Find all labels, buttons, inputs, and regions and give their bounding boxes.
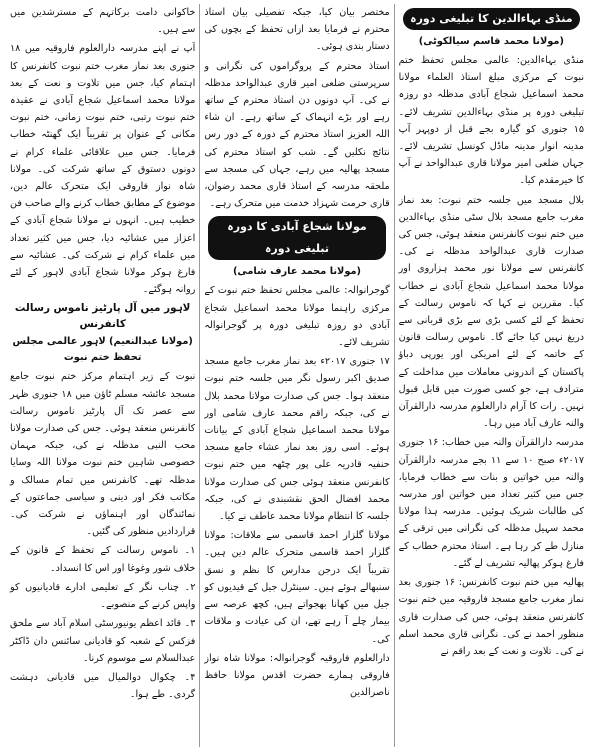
- article-paragraph: استاذ محترم کے پروگراموں کی نگرانی و سرپرستی ضلعی امیر قاری عبدالواحد مدظلہ نے کی۔ آپ دونوں دن استاذ محترم کے ساتھ رہے اور بڑے انہماک کے ساتھ رہے۔ ان شاء اللہ العزیز استاذ محترم کے دورہ کے دور رس نتائج نکلیں گے۔ شب کو استاذ محترم کی مسجد پھالیہ میں رہے، جہاں کی مسجد سے ملحقہ مدرسہ کے استاذ قاری محمد رضوان، قاری حرمت شہزاد خدمت میں متحرک رہے۔: [204, 60, 390, 210]
- section-heading-lahore: لاہور میں آل پارٹیز ناموس رسالت کانفرنس: [14, 302, 191, 331]
- article-paragraph: مختصر بیان کیا، جبکہ تفصیلی بیان استاذ محترم نے فرمایا بعد ازاں تحفظ کے بچوں کی دستار بندی ہوئی۔: [204, 7, 390, 53]
- article-paragraph: پھالیہ میں ختم نبوت کانفرنس: ۱۶ جنوری بعد نماز مغرب جامع مسجد فاروقیہ میں ختم نبوت کانفرنس منعقد ہوئی، جس کی صدارت قاری منظور احمد نے کی۔ نگرانی قاری محمد اسلم نے کی۔ تلاوت و نعت کے بعد راقم نے: [398, 577, 584, 657]
- article-paragraph: ۱۷ جنوری ۲۰۱۷ء بعد نماز مغرب جامع مسجد صدیق اکبر رسول نگر میں جلسہ ختم نبوت منعقد ہوا۔ جس کی صدارت مولانا محمد بلال نے کی، جبکہ راقم محمد عارف شامی اور مولانا محمد اسماعیل شجاع آبادی کے بیانات ہوئے۔ اسی روز بعد نماز عشاء جامع مسجد حنفیہ قادریہ علی پور چٹھہ میں ختم نبوت کانفرنس منعقد ہوئی جس کی صدارت مولانا محمد افضال الحق نقشبندی نے کی، جبکہ جلسہ کا انتظام مولانا محمد عاطف نے کیا۔: [204, 356, 390, 523]
- article-paragraph: دارالعلوم فاروقیہ گوجرانوالہ: مولانا شاہ نواز فاروقی ہمارے حضرت اقدس مولانا حافظ ناصرالدین: [204, 652, 390, 699]
- resolution-item: ۳۔ قائد اعظم یونیورسٹی اسلام آباد سے ملحق فزکس کے شعبہ کو قادیانی سائنس دان ڈاکٹر عبدالسلام سے موسوم کرنا۔: [10, 618, 196, 664]
- section-header-gujranwala: مولانا شجاع آبادی کا دورہ تبلیغی دورہ: [208, 216, 385, 260]
- section-byline: (مولانا محمد قاسم سیالکوٹی): [418, 36, 564, 47]
- section-header-mandi-bahauddin: منڈی بہاءالدین کا تبلیغی دورہ: [403, 8, 580, 30]
- resolution-item: ۲۔ چناب نگر کے تعلیمی ادارے قادیانیوں کو واپس کرنے کے منصوبے۔: [10, 581, 196, 611]
- section-byline: (مولانا محمد عارف شامی): [232, 266, 362, 278]
- column-right: [394, 4, 584, 747]
- article-paragraph: گوجرانوالہ: عالمی مجلس تحفظ ختم نبوت کے مرکزی راہنما مولانا محمد اسماعیل شجاع آبادی دو روزہ تبلیغی دورہ پر گوجرانوالہ تشریف لائے۔: [204, 285, 390, 349]
- article-paragraph: مولانا گلزار احمد قاسمی سے ملاقات: مولانا گلزار احمد قاسمی متحرک عالم دین ہیں۔ تقریباً ایک درجن مدارس کا نظم و نسق سنبھالے ہوئے ہیں۔ سینٹرل جیل کے قیدیوں کو جیل میں کھانا بھجواتے ہیں، کچھ عرصہ سے بیمار چلے آ رہے تھے، ان کی عیادت و ملاقات کی۔: [204, 530, 390, 645]
- article-paragraph: منڈی بہاءالدین: عالمی مجلس تحفظ ختم نبوت کے مرکزی مبلغ استاذ العلماء مولانا محمد اسماعیل شجاع آبادی مدظلہ دو روزہ تبلیغی دورہ پر منڈی بہاءالدین تشریف لائے۔ ۱۵ جنوری کو گیارہ بجے قبل از دوپہر آپ مدینہ انوار مدینہ ماڈل کونسل تشریف لائے۔ جہاں ضلعی امیر مولانا قاری عبدالواحد نے آپ کا خیرمقدم کیا۔: [398, 55, 584, 187]
- article-paragraph: آپ نے اپنے مدرسہ دارالعلوم فاروقیہ میں ۱۸ جنوری بعد نماز مغرب ختم نبوت کانفرنس کا اہتمام کیا، جس میں تلاوت و نعت کے بعد مولانا محمد اسماعیل شجاع آبادی نے عقیدہ ختم نبوت رتبی، ختم نبوت زمانی، ختم نبوت مکانی کے عنوان پر تقریباً ایک گھنٹہ خطاب فرمایا۔ جس میں علاقائی علماء کرام نے دونوں دستوق کے ساتھ شرکت کی۔ مولانا شاہ نواز فاروقی ایک متحرک عالم دین، موضوع کے مطابق خطاب کرنے والے صاحب فن خطیب ہیں۔ انہوں نے مولانا شجاع آبادی کے اعزاز میں عشائیہ دیا، جس میں کثیر تعداد میں علماء کرام نے شرکت کی۔ عشائیہ سے فارغ ہوکر مولانا شجاع آبادی لاہور کے لئے روانہ ہوگئے۔: [10, 43, 196, 296]
- article-paragraph: مدرسہ دارالقرآن والنہ میں خطاب: ۱۶ جنوری ۲۰۱۷ء صبح ۱۰ سے ۱۱ بجے مدرسہ دارالقرآن والنہ میں خواتین و بنات سے خطاب فرمایا، جس میں کثیر تعداد میں خواتین اور مدرسہ کی طالبات شریک ہوئیں۔ مدرسہ ہذا مولانا محمد سہیل مدظلہ کی نگرانی میں ترقی کے منازل طے کر رہا ہے۔ استاذ محترم خطاب کے فارغ ہوکر پھالیہ تشریف لے گئے۔: [398, 437, 584, 569]
- article-paragraph: خاکوانی دامت برکاتہم کے مسترشدین میں سے ہیں۔: [10, 7, 196, 36]
- article-paragraph: بلال مسجد میں جلسہ ختم نبوت: بعد نماز مغرب جامع مسجد بلال سٹی منڈی بہاءالدین میں ختم نبوت کانفرنس منعقد ہوئی، جس کی صدارت قاری عبدالواحد مدظلہ نے کی۔ کانفرنس سے مولانا نور محمد ہزاروی اور مولانا محمد اسماعیل شجاع آبادی نے خطاب کیا۔ مقررین نے کہا کہ ناموس رسالت کے تحفظ کے لئے کسی بڑی سے بڑی قربانی سے دریغ نہیں کیا جائے گا۔ ناموس رسالت قانون کے خاتمہ کے لئے امریکی اور یورپی دباؤ پاکستان کے اندرونی معاملات میں مداخلت کے مترادف ہے، جو کسی صورت میں قابل قبول نہیں۔ رات کا آرام دارالعلوم مدرسہ دارالقرآن والنہ عارف آباد میں رہا۔: [398, 194, 584, 430]
- column-middle: [199, 4, 389, 747]
- section-byline: (مولانا عبدالنعیم) لاہور عالمی مجلس تحفظ ختم نبوت: [12, 336, 193, 364]
- column-left: [6, 4, 195, 747]
- resolution-item: ۴۔ چکوال دوالمیال میں قادیانی دہشت گردی۔ طے ہوا۔: [10, 671, 196, 701]
- article-paragraph: نبوت کے زیر اہتمام مرکز ختم نبوت جامع مسجد عائشہ مسلم ٹاؤن میں ۱۸ جنوری ظہر سے عصر تک آل پارٹیز ناموس رسالت کانفرنس منعقد ہوئی۔ جس کی صدارت مولانا محب النبی مدظلہ نے کی، جبکہ مہمان خصوصی شاہین ختم نبوت مولانا اللہ وسایا مدظلہ تھے۔ کانفرنس میں تمام مسالک و مکاتب فکر اور دینی و سیاسی جماعتوں کے نمائندگان اور اہنماؤں نے شرکت کی۔ قراردادیں منظور کی گئیں۔: [10, 371, 196, 538]
- resolution-item: ۱۔ ناموس رسالت کے تحفظ کے قانون کے خلاف شور وغوغا اور اس کا انسداد۔: [10, 545, 196, 574]
